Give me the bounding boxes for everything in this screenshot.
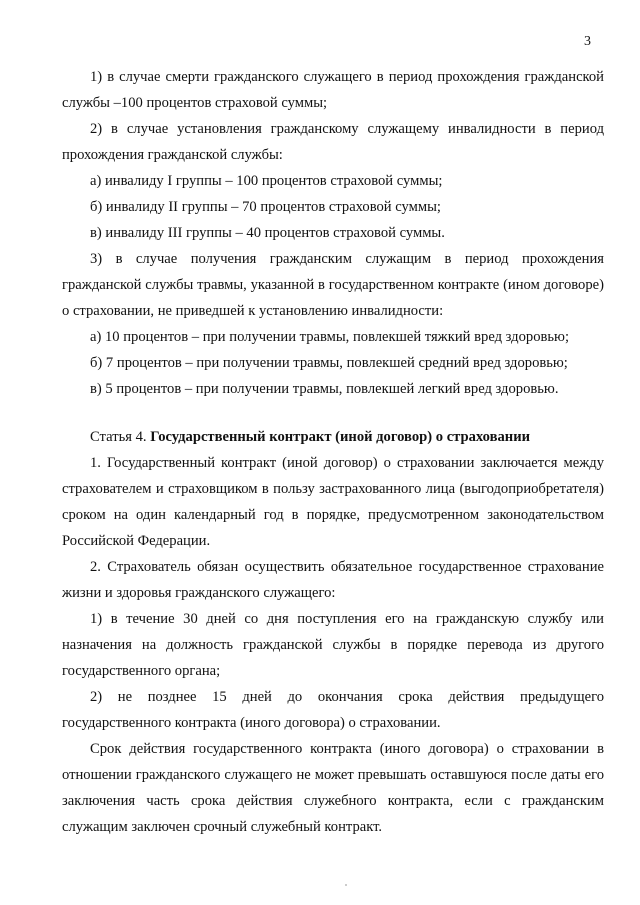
- article-heading: [62, 424, 604, 450]
- list-item: а) 10 процентов – при получении травмы, повлекшей тяжкий вред здоровью;: [90, 329, 569, 345]
- document-body: [62, 64, 604, 840]
- scan-speck: [345, 884, 347, 886]
- paragraph: 2) в случае установления гражданскому служащему инвалидности в период прохождения гражданской службы:: [62, 121, 604, 163]
- paragraph: 2) не позднее 15 дней до окончания срока действия предыдущего государственного контракта (иного договора) о страховании.: [62, 689, 604, 731]
- paragraph: 3) в случае получения гражданским служащим в период прохождения гражданской службы травмы, указанной в государственном контракте (ином договоре) о страховании, не приведшей к установлению инвалидности:: [62, 251, 604, 319]
- list-item: в) 5 процентов – при получении травмы, повлекшей легкий вред здоровью.: [90, 381, 559, 397]
- article-prefix: Статья 4.: [90, 429, 147, 445]
- paragraph: 2. Страхователь обязан осуществить обязательное государственное страхование жизни и здоровья гражданского служащего:: [62, 559, 604, 601]
- paragraph: 1. Государственный контракт (иной договор) о страховании заключается между страхователем и страховщиком в пользу застрахованного лица (выгодоприобретателя) сроком на один календарный год в порядке, предусмотренном законодательством Российской Федерации.: [62, 455, 604, 549]
- list-item: б) 7 процентов – при получении травмы, повлекшей средний вред здоровью;: [90, 355, 568, 371]
- list-item: б) инвалиду II группы – 70 процентов страховой суммы;: [90, 199, 441, 215]
- paragraph: 1) в течение 30 дней со дня поступления его на гражданскую службу или назначения на должность гражданской службы в порядке перевода из другого государственного органа;: [62, 611, 604, 679]
- paragraph: Срок действия государственного контракта (иного договора) о страховании в отношении гражданского служащего не может превышать оставшуюся после даты его заключения часть срока действия служебного контракта, если с гражданским служащим заключен срочный служебный контракт.: [62, 741, 604, 835]
- list-item: в) инвалиду III группы – 40 процентов страховой суммы.: [90, 225, 445, 241]
- list-item: а) инвалиду I группы – 100 процентов страховой суммы;: [90, 173, 443, 189]
- article-title: Государственный контракт (иной договор) о страховании: [150, 429, 531, 445]
- page-number: 3: [584, 34, 591, 49]
- paragraph: 1) в случае смерти гражданского служащего в период прохождения гражданской службы –100 процентов страховой суммы;: [62, 69, 604, 111]
